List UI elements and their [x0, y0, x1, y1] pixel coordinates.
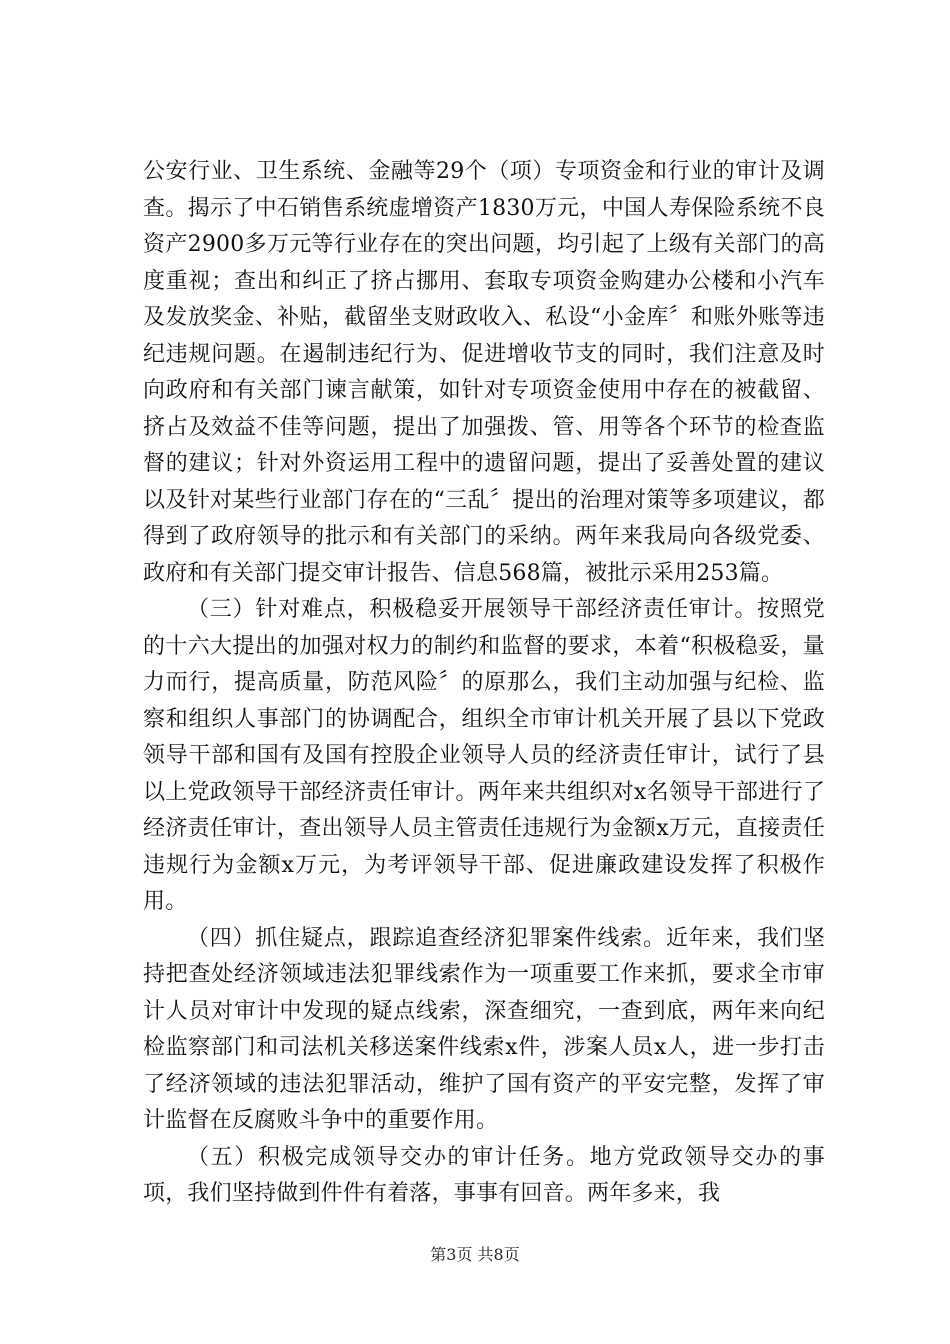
document-body: [143, 154, 825, 1213]
paragraph-section-4: （四）抓住疑点，跟踪追查经济犯罪案件线索。近年来，我们坚持把查处经济领域违法犯罪线索作为一项重要工作来抓，要求全市审计人员对审计中发现的疑点线索，深查细究，一查到底，两年来向纪检监察部门和司法机关移送案件线索x件，涉案人员x人，进一步打击了经济领域的违法犯罪活动，维护了国有资产的平安完整，发挥了审计监督在反腐败斗争中的重要作用。: [143, 925, 825, 1133]
paragraph-section-3: （三）针对难点，积极稳妥开展领导干部经济责任审计。按照党的十六大提出的加强对权力的制约和监督的要求，本着“积极稳妥，量力而行，提高质量，防范风险〞的原那么，我们主动加强与纪检、监察和组织人事部门的协调配合，组织全市审计机关开展了县以下党政领导干部和国有及国有控股企业领导人员的经济责任审计，试行了县以上党政领导干部经济责任审计。两年来共组织对x名领导干部进行了经济责任审计，查出领导人员主管责任违规行为金额x万元，直接责任违规行为金额x万元，为考评领导干部、促进廉政建设发挥了积极作用。: [143, 597, 825, 914]
paragraph-continued: 公安行业、卫生系统、金融等29个（项）专项资金和行业的审计及调查。揭示了中石销售系统虚增资产1830万元，中国人寿保险系统不良资产2900多万元等行业存在的突出问题，均引起了上级有关部门的高度重视；查出和纠正了挤占挪用、套取专项资金购建办公楼和小汽车及发放奖金、补贴，截留坐支财政收入、私设“小金库〞和账外账等违纪违规问题。在遏制违纪行为、促进增收节支的同时，我们注意及时向政府和有关部门谏言献策，如针对专项资金使用中存在的被截留、挤占及效益不佳等问题，提出了加强拨、管、用等各个环节的检查监督的建议；针对外资运用工程中的遗留问题，提出了妥善处置的建议以及针对某些行业部门存在的“三乱〞提出的治理对策等多项建议，都得到了政府领导的批示和有关部门的采纳。两年来我局向各级党委、政府和有关部门提交审计报告、信息568篇，被批示采用253篇。: [143, 159, 825, 586]
page-footer: 第3页 共8页: [430, 1245, 520, 1264]
paragraph-section-5: （五）积极完成领导交办的审计任务。地方党政领导交办的事项，我们坚持做到件件有着落，事事有回音。两年多来，我: [143, 1144, 825, 1206]
